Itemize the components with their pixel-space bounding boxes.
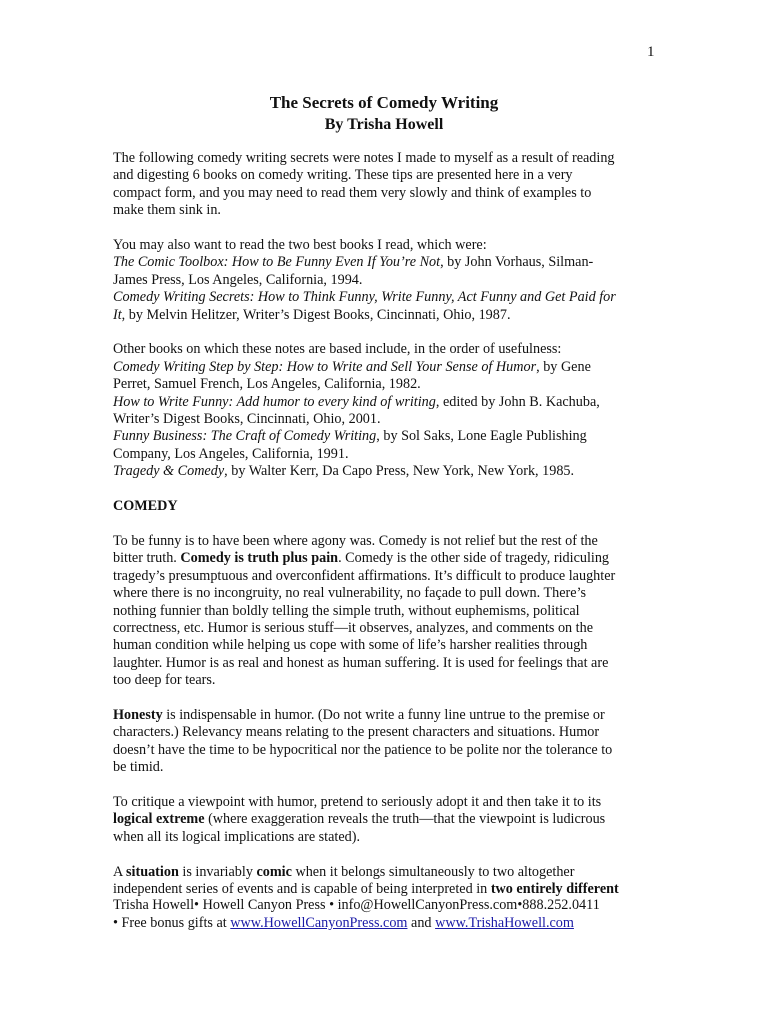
book-title: It <box>113 306 122 323</box>
best-books-lead: You may also want to read the two best books I read, which were: <box>113 237 487 254</box>
book-title: How to Write Funny: Add humor to every kind of writing <box>113 393 436 410</box>
trisha-howell-link[interactable]: www.TrishaHowell.com <box>435 915 574 931</box>
book-entry: The Comic Toolbox: How to Be Funny Even If You’re Not, by John Vorhaus, Silman- <box>113 254 594 271</box>
intro-line: compact form, and you may need to read them very slowly and think of examples to <box>113 184 592 201</box>
bold-phrase: comic <box>256 863 292 880</box>
book-entry <box>113 289 658 306</box>
book-title: Funny Business: The Craft of Comedy Writing <box>113 428 377 445</box>
honesty-paragraph: Honesty is indispensable in humor. (Do not write a funny line untrue to the premise or characters.) Relevancy means relating to the present characters and situations. Humor doesn’t have the time to be hypocritical nor the patience to be polite nor the tolerance to be timid. <box>113 706 613 776</box>
book-entry: How to Write Funny: Add humor to every kind of writing, edited by John B. Kachuba, <box>113 393 600 410</box>
intro-line: make them sink in. <box>113 202 221 219</box>
situation-paragraph: A situation is invariably comic when it belongs simultaneously to two altogether independent series of events and is capable of being interpreted in two entirely different <box>113 863 619 897</box>
other-books-list <box>113 341 658 480</box>
howell-canyon-press-link[interactable]: www.HowellCanyonPress.com <box>230 915 408 931</box>
section-heading-comedy: COMEDY <box>113 498 178 515</box>
intro-line: The following comedy writing secrets were notes I made to myself as a result of reading <box>113 150 615 166</box>
book-title: Tragedy & Comedy <box>113 463 225 480</box>
bold-phrase: Honesty <box>113 706 163 723</box>
best-books-list <box>113 237 658 324</box>
book-entry: Comedy Writing Step by Step: How to Write and Sell Your Sense of Humor, by Gene <box>113 358 591 375</box>
book-title: Comedy Writing Secrets: How to Think Funny, Write Funny, Act Funny and Get Paid for <box>113 289 616 306</box>
other-books-lead: Other books on which these notes are based include, in the order of usefulness: <box>113 341 562 358</box>
bold-phrase: logical extreme <box>113 811 205 828</box>
intro-line: and digesting 6 books on comedy writing. These tips are presented here in a very <box>113 167 573 184</box>
document-body <box>113 150 658 898</box>
document-title: The Secrets of Comedy Writing <box>269 93 499 112</box>
intro-paragraph <box>113 150 658 220</box>
bold-phrase: two entirely different <box>490 880 619 897</box>
book-entry-cont: James Press, Los Angeles, California, 1994. <box>113 271 363 288</box>
document-byline: By Trisha Howell <box>324 116 444 133</box>
page-footer <box>113 896 600 932</box>
book-entry: Funny Business: The Craft of Comedy Writing, by Sol Saks, Lone Eagle Publishing <box>113 428 587 445</box>
footer-links: • Free bonus gifts at www.HowellCanyonPress.com and www.TrishaHowell.com <box>113 915 574 931</box>
book-entry-cont: Writer’s Digest Books, Cincinnati, Ohio, 2001. <box>113 411 381 428</box>
book-entry: Tragedy & Comedy, by Walter Kerr, Da Capo Press, New York, New York, 1985. <box>113 463 575 480</box>
page-number: 1 <box>647 44 655 60</box>
book-title: Comedy Writing Step by Step: How to Write and Sell Your Sense of Humor <box>113 358 537 375</box>
book-entry-cont: Perret, Samuel French, Los Angeles, California, 1982. <box>113 376 421 393</box>
comedy-paragraph: To be funny is to have been where agony was. Comedy is not relief but the rest of the bitter truth. Comedy is truth plus pain. Comedy is the other side of tragedy, ridiculing tragedy’s presumptuous and overconfident affirmations. It’s difficult to produce laughter where there is no incongruity, no real vulnerability, no façade to pull down. There’s nothing funnier than boldly telling the simple truth, without euphemisms, political correctness, etc. Humor is serious stuff—it observes, analyzes, and comments on the human condition while helping us cope with some of life’s harsher realities through laughter. Humor is as real and honest as human suffering. It is used for feelings that are too deep for tears. <box>113 532 616 689</box>
critique-paragraph: To critique a viewpoint with humor, pretend to seriously adopt it and then take it to its logical extreme (where exaggeration reveals the truth—that the viewpoint is ludicrous when all its logical implications are stated). <box>113 793 606 845</box>
footer-contact: Trisha Howell• Howell Canyon Press • info@HowellCanyonPress.com•888.252.0411 <box>113 897 600 913</box>
book-entry-cont: Company, Los Angeles, California, 1991. <box>113 445 349 462</box>
book-title: The Comic Toolbox: How to Be Funny Even If You’re Not <box>113 254 441 271</box>
bold-phrase: situation <box>126 863 179 880</box>
book-entry-cont: It, by Melvin Helitzer, Writer’s Digest Books, Cincinnati, Ohio, 1987. <box>113 306 511 323</box>
bold-phrase: Comedy is truth plus pain <box>180 550 339 567</box>
